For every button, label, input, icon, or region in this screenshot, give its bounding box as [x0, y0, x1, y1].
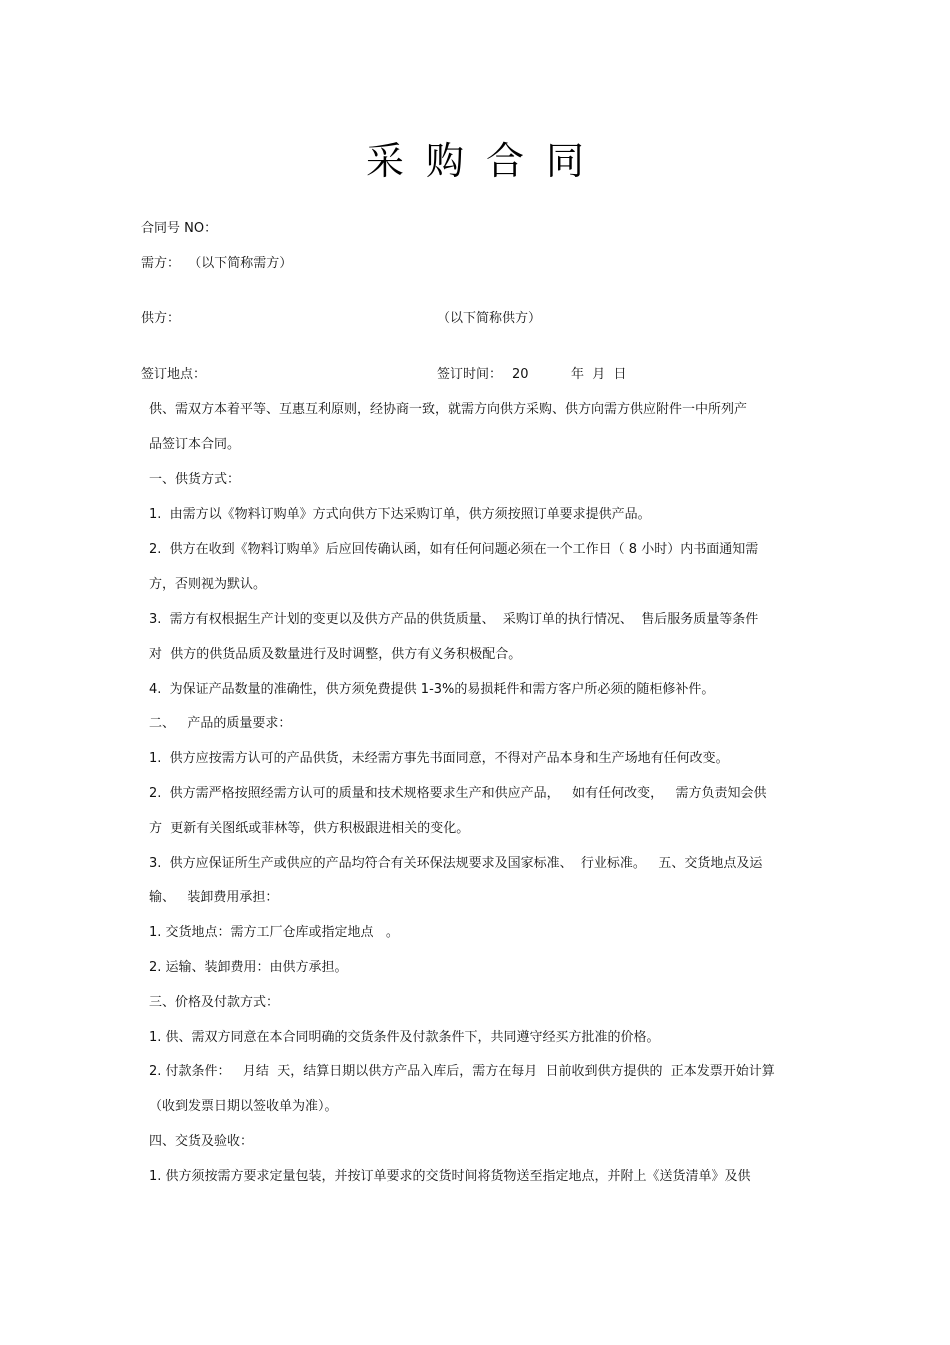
supplier-note: （以下简称供方）	[437, 311, 542, 326]
section-1-item-1: 1. 由需方以《物料订购单》方式向供方下达采购订单，供方须按照订单要求提供产品。	[149, 507, 651, 522]
intro-paragraph-line-2: 品签订本合同。	[149, 437, 241, 452]
sign-time-year: 20	[512, 367, 529, 382]
sign-time-label: 签订时间：	[437, 367, 503, 382]
contract-number-label: 合同号 NO：	[141, 221, 218, 236]
delivery-place-item: 1. 交货地点：需方工厂仓库或指定地点 。	[149, 925, 399, 940]
section-1-item-4: 4. 为保证产品数量的准确性，供方须免费提供 1-3%的易损耗件和需方客户所必须的随柜修补件。	[149, 682, 715, 697]
section-2-heading: 二、 产品的质量要求：	[149, 716, 292, 731]
buyer-line: 需方： （以下简称需方）	[141, 256, 293, 271]
section-4-item-1: 1. 供方须按需方要求定量包装，并按订单要求的交货时间将货物送至指定地点，并附上《送货清单》及供	[149, 1169, 751, 1184]
section-1-item-2-line-1: 2. 供方在收到《物料订购单》后应回传确认函，如有任何问题必须在一个工作日（ 8 小时）内书面通知需	[149, 542, 759, 557]
section-1-item-3-line-2: 对 供方的供货品质及数量进行及时调整，供方有义务积极配合。	[149, 647, 522, 662]
section-3-item-1: 1. 供、需双方同意在本合同明确的交货条件及付款条件下，共同遵守经买方批准的价格。	[149, 1030, 660, 1045]
section-3-heading: 三、价格及付款方式：	[149, 995, 280, 1010]
section-3-item-2-line-2: （收到发票日期以签收单为准）。	[149, 1099, 338, 1114]
section-4-heading: 四、交货及验收：	[149, 1134, 254, 1149]
intro-paragraph-line-1: 供、需双方本着平等、互惠互利原则，经协商一致，就需方向供方采购、供方向需方供应附件一中所列产	[149, 402, 748, 417]
section-3-item-2-line-1: 2. 付款条件： 月结 天，结算日期以供方产品入库后，需方在每月 日前收到供方提供的 正本发票开始计算	[149, 1064, 775, 1079]
transport-cost-item: 2. 运输、装卸费用：由供方承担。	[149, 960, 348, 975]
section-2-item-1: 1. 供方应按需方认可的产品供货，未经需方事先书面同意，不得对产品本身和生产场地有任何改变。	[149, 751, 729, 766]
section-2-item-2-line-2: 方 更新有关图纸或菲林等，供方积极跟进相关的变化。	[149, 821, 470, 836]
section-1-heading: 一、供货方式：	[149, 472, 241, 487]
sign-time-date: 年 月 日	[571, 367, 627, 382]
section-1-item-2-line-2: 方，否则视为默认。	[149, 577, 267, 592]
section-2-item-3-line-1: 3. 供方应保证所生产或供应的产品均符合有关环保法规要求及国家标准、 行业标准。 五、交货地点及运	[149, 856, 763, 871]
supplier-label: 供方：	[141, 311, 181, 326]
section-2-item-2-line-1: 2. 供方需严格按照经需方认可的质量和技术规格要求生产和供应产品， 如有任何改变， 需方负责知会供	[149, 786, 767, 801]
document-title: 采购合同	[365, 139, 606, 183]
section-1-item-3-line-1: 3. 需方有权根据生产计划的变更以及供方产品的供货质量、 采购订单的执行情况、 售后服务质量等条件	[149, 612, 759, 627]
sign-place-label: 签订地点：	[141, 367, 207, 382]
section-2-item-3-line-2: 输、 装卸费用承担：	[149, 890, 279, 905]
